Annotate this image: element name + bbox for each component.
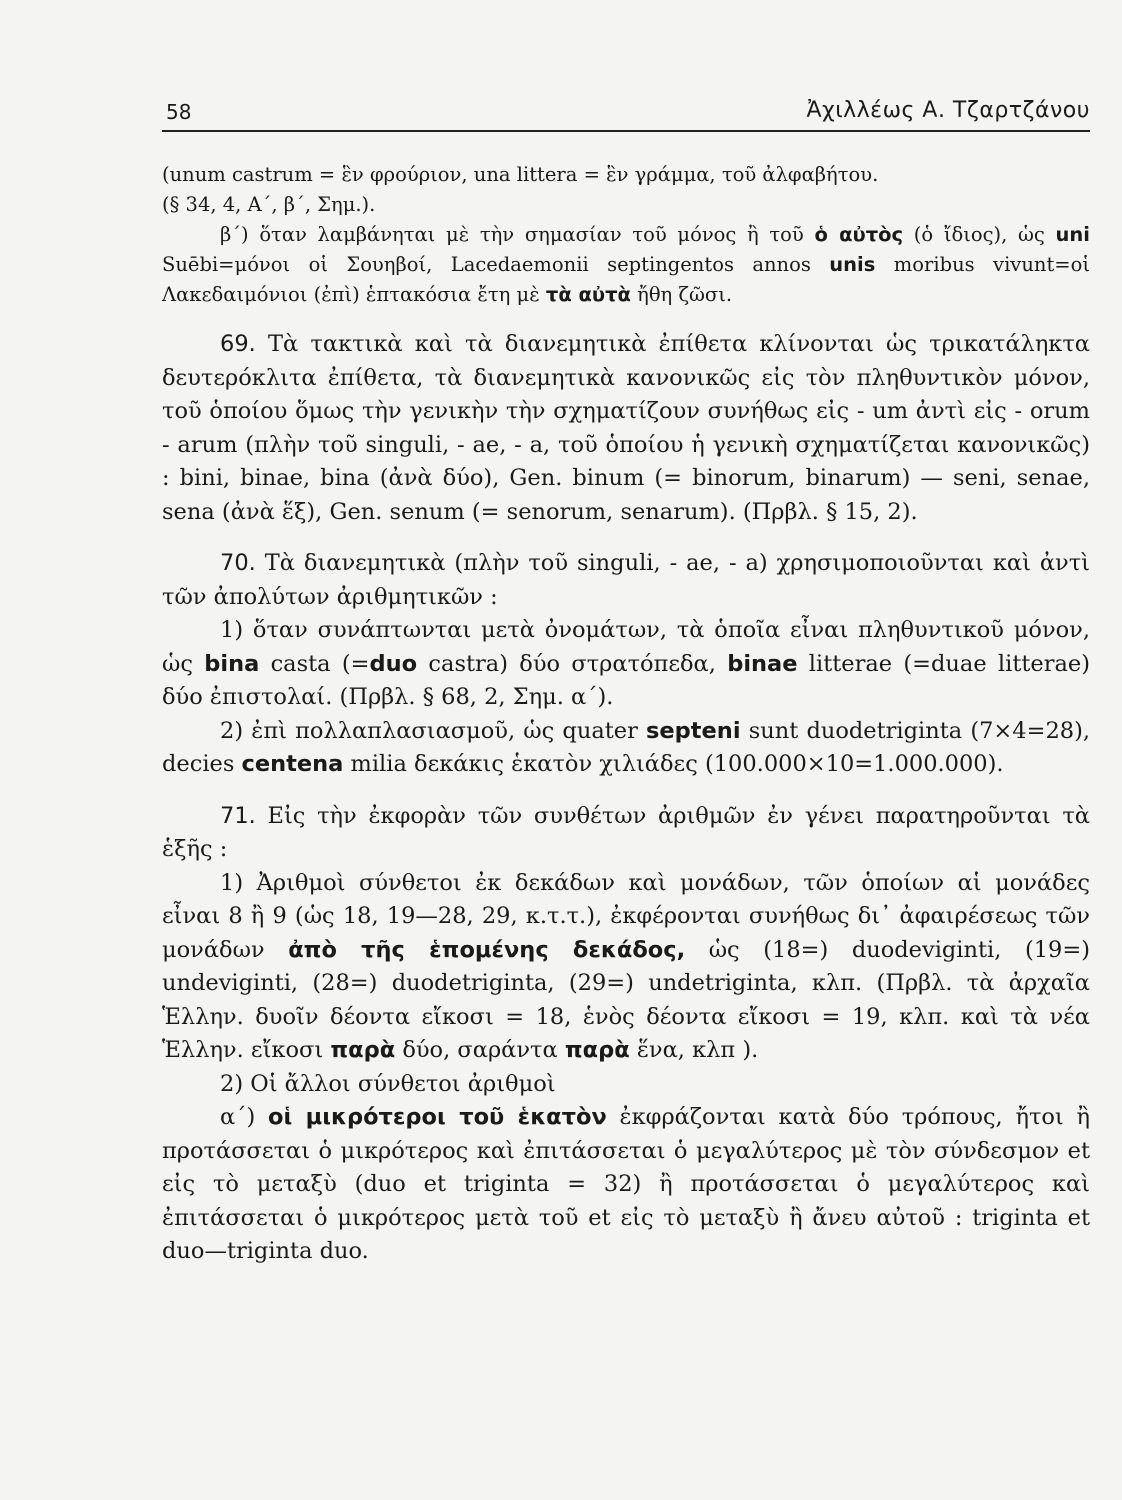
section-number: 69. [220,331,256,357]
text-span: Τὰ διανεμητικὰ (πλὴν τοῦ singuli, - ae, - a) χρησιμοποιοῦνται καὶ ἀντὶ τῶν ἀπολύτων ἀριθμητικῶν : [162,550,1090,610]
text-span: casta (= [259,650,370,677]
subparagraph-1 [162,614,1090,715]
text-span: (unum castrum = ἓν φρούριον, una littera = ἓν γράμμα, τοῦ ἀλφαβήτου. [162,163,879,186]
bold-term: duo [369,650,418,677]
text-span: 2) ἐπὶ πολλαπλασιασμοῦ, ὡς quater [220,717,647,744]
text-span: ὡς [1018,223,1056,246]
bold-term: binae [727,650,798,677]
bold-term: uni [1055,223,1090,246]
text-span: moribus vivunt=οἱ Λακεδαιμόνιοι (ἐπὶ) ἑπτακόσια ἔτη μὲ [162,253,1091,306]
section-number: 70. [220,550,256,576]
text-span: α΄) [220,1104,268,1130]
text-span: 1) Ἀριθμοὶ σύνθετοι ἐκ δεκάδων καὶ μονάδων, τῶν ὁποίων αἱ μονάδες εἶναι 8 ἢ 9 (ὡς 18, 19—28, 29, κ.τ.τ.), ἐκφέρονται συνήθως δι᾿ ἀφαιρέσεως τῶν μονάδων [162,869,1090,963]
text-span: β΄) ὅταν λαμβάνηται μὲ τὴν σημασίαν τοῦ μόνος ἢ τοῦ [220,223,815,246]
section-paragraph [162,547,1090,614]
text-span: 2) Οἱ ἄλλοι σύνθετοι ἀριθμοὶ [220,1070,556,1097]
bold-term: οἱ μικρότεροι τοῦ ἑκατὸν [268,1104,607,1130]
page-number: 58 [166,100,192,124]
spacer [162,310,1090,328]
text-span: ἤθη ζῶσι. [630,283,733,306]
text-span: castra) δύο στρατόπεδα, [417,650,728,677]
text-span: δύο, σαράντα [395,1037,565,1063]
paragraph-beta [162,220,1090,310]
bold-term: τὰ αὐτὰ [545,283,631,306]
text-span: (ὁ ἴδιος), [903,223,1008,246]
bold-term: centena [241,751,344,777]
section-70 [162,547,1090,782]
spacer [162,529,1090,547]
section-paragraph [162,328,1090,529]
spacer [162,782,1090,800]
header-rule [162,130,1090,132]
bold-term: παρὰ [564,1037,630,1063]
text-span: sunt duodetriginta (7×4=28), decies [162,717,1090,777]
section-69 [162,328,1090,529]
section-number: 71. [220,802,256,829]
bold-term: bina [204,650,260,677]
page-header [162,98,1090,128]
subparagraph-2 [162,715,1090,782]
subparagraph-alpha [162,1101,1090,1269]
bold-term: παρὰ [330,1037,396,1063]
text-span: ὡς (18=) duodeviginti, (19=) undeviginti, (28=) duodetriginta, (29=) undetriginta, κλπ. (Πρβλ. τὰ ἀρχαῖα Ἑλλην. δυοῖν δέοντα εἴκοσι = 18, ἑνὸς δέοντα εἴκοσι = 19, κλπ. καὶ τὰ νέα Ἑλλην. εἴκοσι [162,936,1090,1063]
text-span: Τὰ τακτικὰ καὶ τὰ διανεμητικὰ ἐπίθετα κλίνονται ὡς τρικατάληκτα δευτερόκλιτα ἐπίθετα, τὰ διανεμητικὰ κανονικῶς εἰς τὸν πληθυντικὸν μόνον, τοῦ ὁποίου ὅμως τὴν γενικὴν τὴν σχηματίζουν συνήθως εἰς - um ἀντὶ εἰς - orum - arum (πλὴν τοῦ singuli, - ae, - a, τοῦ ὁποίου ἡ γενικὴ σχηματίζεται κανονικῶς) : bini, binae, bina (ἀνὰ δύο), Gen. binum (= binorum, binarum) — seni, senae, sena (ἀνὰ ἕξ), Gen. senum (= senorum, senarum). (Πρβλ. § 15, 2). [162,331,1090,525]
bold-term: unis [829,253,876,276]
text-span: Εἰς τὴν ἐκφορὰν τῶν συνθέτων ἀριθμῶν ἐν γένει παρατηροῦνται τὰ ἑξῆς : [162,802,1090,862]
text-span: (§ 34, 4, Α΄, β΄, Σημ.). [162,193,376,216]
continued-text [162,160,1090,310]
paragraph-line [162,160,1090,190]
subparagraph-1 [162,867,1090,1068]
text-span: Suēbi=μόνοι οἱ Σουηβοί, Lacedaemonii septingentos annos [162,253,830,276]
text-span: 1) ὅταν συνάπτωνται μετὰ ὀνομάτων, τὰ ὁποῖα εἶναι πληθυντικοῦ μόνον, ὡς [162,617,1090,677]
bold-term: septeni [646,717,741,744]
running-title: Ἀχιλλέως Α. Τζαρτζάνου [806,98,1090,123]
paragraph-line [162,190,1090,220]
bold-term: ὁ αὐτὸς [814,223,904,246]
text-span: ἐκφράζονται κατὰ δύο τρόπους, ἤτοι ἢ προτάσσεται ὁ μικρότερος καὶ ἐπιτάσσεται ὁ μεγαλύτερος μὲ τὸν σύνδεσμον et εἰς τὸ μεταξὺ (duo et triginta = 32) ἢ προτάσσεται ὁ μεγαλύτερος καὶ ἐπιτάσσεται ὁ μικρότερος μετὰ τοῦ et εἰς τὸ μεταξὺ ἢ ἄνευ αὐτοῦ : triginta et duo—triginta duo. [162,1104,1091,1264]
text-span: litterae (=duae litterae) δύο ἐπιστολαί. (Πρβλ. § 68, 2, Σημ. α΄). [162,650,1090,710]
bold-term: ἀπὸ τῆς ἑπομένης δεκάδος, [288,936,686,963]
text-span: milia δεκάκις ἑκατὸν χιλιάδες (100.000×10=1.000.000). [343,751,1004,777]
section-paragraph [162,800,1090,867]
subparagraph-2 [162,1068,1090,1102]
text-span: ἕνα, κλπ ). [629,1037,759,1063]
section-71 [162,800,1090,1269]
page-body [162,160,1090,1269]
